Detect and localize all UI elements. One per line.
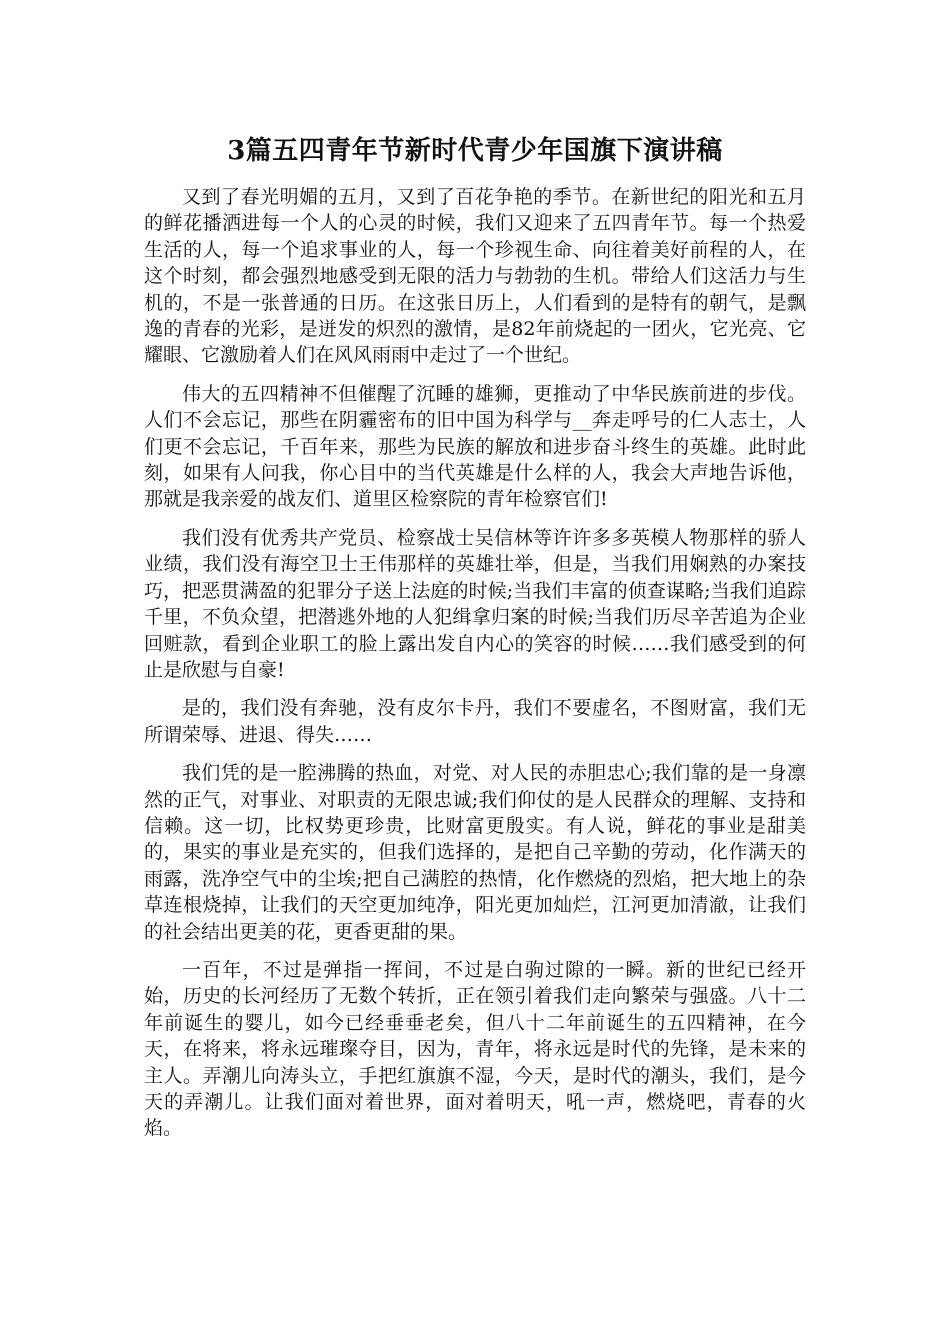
paragraph-2: 伟大的五四精神不但催醒了沉睡的雄狮，更推动了中华民族前进的步伐。人们不会忘记，那些在阴霾密布的旧中国为科学与__奔走呼号的仁人志士，人们更不会忘记，千百年来，那些为民族的解放和进步奋斗终生的英雄。此时此刻，如果有人问我，你心目中的当代英雄是什么样的人，我会大声地告诉他，那就是我亲爱的战友们、道里区检察院的青年检察官们! — [144, 382, 806, 511]
paragraph-6: 一百年，不过是弹指一挥间，不过是白驹过隙的一瞬。新的世纪已经开始，历史的长河经历了无数个转折，正在领引着我们走向繁荣与强盛。八十二年前诞生的婴儿，如今已经垂垂老矣，但八十二年前诞生的五四精神，在今天，在将来，将永远璀璨夺目，因为，青年，将永远是时代的先锋，是未来的主人。弄潮儿向涛头立，手把红旗旗不湿，今天，是时代的潮头，我们，是今天的弄潮儿。让我们面对着世界，面对着明天，吼一声，燃烧吧，青春的火焰。 — [144, 958, 806, 1140]
paragraph-3: 我们没有优秀共产党员、检察战士吴信林等许许多多英模人物那样的骄人业绩，我们没有海空卫士王伟那样的英雄壮举，但是，当我们用娴熟的办案技巧，把恶贯满盈的犯罪分子送上法庭的时候;当我们丰富的侦查谋略;当我们追踪千里，不负众望，把潜逃外地的人犯缉拿归案的时候;当我们历尽辛苦追为企业回赃款，看到企业职工的脸上露出发自内心的笑容的时候……我们感受到的何止是欣慰与自豪! — [144, 526, 806, 681]
paragraph-5: 我们凭的是一腔沸腾的热血，对党、对人民的赤胆忠心;我们靠的是一身凛然的正气，对事业、对职责的无限忠诚;我们仰仗的是人民群众的理解、支持和信赖。这一切，比权势更珍贵，比财富更殷实。有人说，鲜花的事业是甜美的，果实的事业是充实的，但我们选择的，是把自己辛勤的劳动，化作满天的雨露，洗净空气中的尘埃;把自己满腔的热情，化作燃烧的烈焰，把大地上的杂草连根烧掉，让我们的天空更加纯净，阳光更加灿烂，江河更加清澈，让我们的社会结出更美的花，更香更甜的果。 — [144, 762, 806, 943]
document-body — [144, 184, 806, 1154]
paragraph-1: 又到了春光明媚的五月，又到了百花争艳的季节。在新世纪的阳光和五月的鲜花播洒进每一个人的心灵的时候，我们又迎来了五四青年节。每一个热爱生活的人，每一个追求事业的人，每一个珍视生命、向往着美好前程的人，在这个时刻，都会强烈地感受到无限的活力与勃勃的生机。带给人们这活力与生机的，不是一张普通的日历。在这张日历上，人们看到的是特有的朝气，是飘逸的青春的光彩，是迸发的炽烈的激情，是82年前烧起的一团火，它光亮、它耀眼、它激励着人们在风风雨雨中走过了一个世纪。 — [144, 186, 806, 367]
paragraph-4: 是的，我们没有奔驰，没有皮尔卡丹，我们不要虚名，不图财富，我们无所谓荣辱、进退、得失…… — [144, 697, 806, 746]
document-title: 3篇五四青年节新时代青少年国旗下演讲稿 — [227, 136, 723, 166]
